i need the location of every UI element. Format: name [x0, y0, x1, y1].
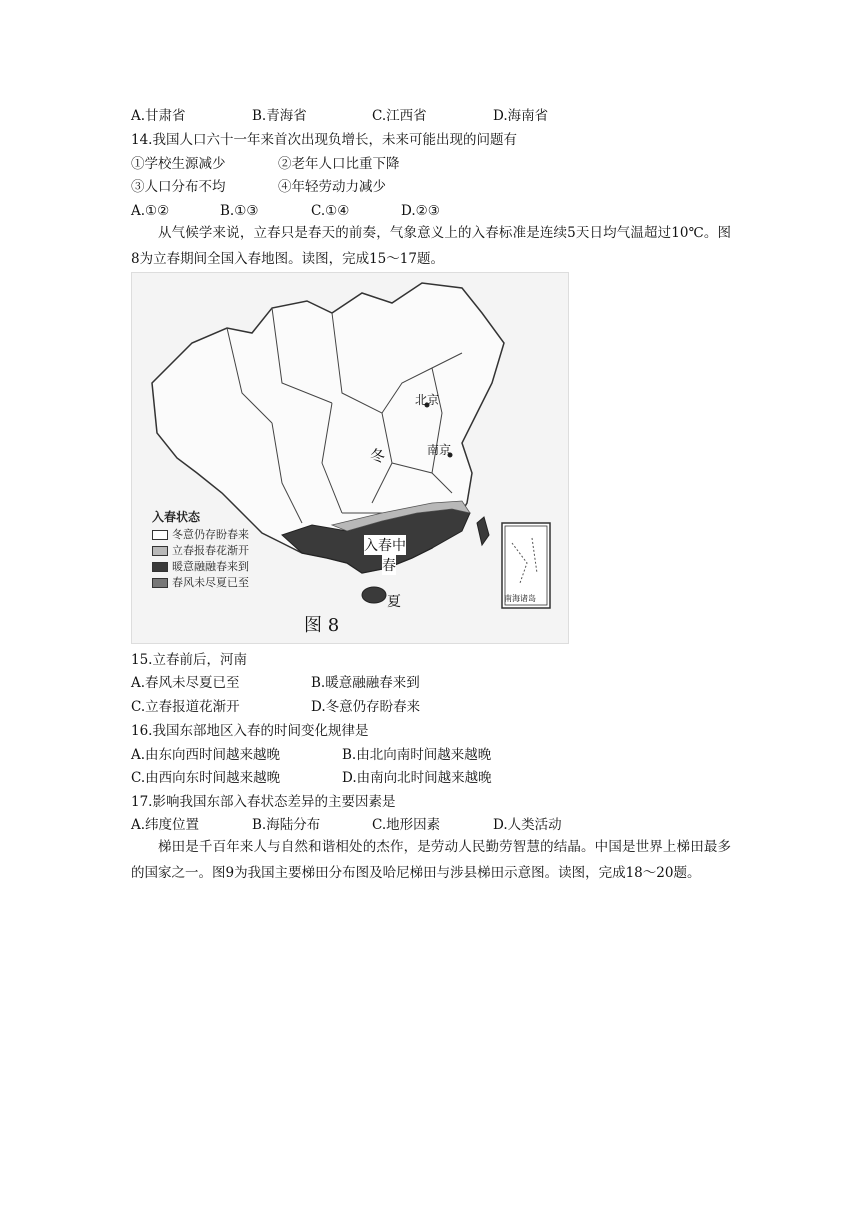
q15-option-c: C.立春报道花渐开: [131, 699, 240, 715]
q13-option-a: A.甘肃省: [131, 108, 186, 124]
q14-option-d: D.②③: [401, 203, 440, 219]
map-legend: [152, 509, 249, 591]
q14-stem: 14.我国人口六十一年来首次出现负增长，未来可能出现的问题有: [131, 132, 517, 148]
q15-option-b: B.暖意融融春来到: [311, 675, 420, 691]
q16-option-b: B.由北向南时间越来越晚: [342, 747, 492, 763]
q17-option-c: C.地形因素: [372, 817, 441, 833]
q15-option-a: A.春风未尽夏已至: [131, 675, 240, 691]
q14-item-3: ③人口分布不均: [131, 179, 226, 195]
q16-option-a: A.由东向西时间越来越晚: [131, 747, 281, 763]
legend-swatch: [152, 530, 168, 540]
q16-option-d: D.由南向北时间越来越晚: [342, 770, 492, 786]
q14-item-4: ④年轻劳动力减少: [278, 179, 386, 195]
q16-stem: 16.我国东部地区入春的时间变化规律是: [131, 723, 369, 739]
q17-stem: 17.影响我国东部入春状态差异的主要因素是: [131, 794, 396, 810]
q14-option-b: B.①③: [220, 203, 259, 219]
legend-swatch: [152, 562, 168, 572]
spring-arrival-map: [131, 272, 569, 644]
q17-option-d: D.人类活动: [493, 817, 562, 833]
label-winter: 冬: [370, 447, 386, 465]
legend-title: 入春状态: [152, 510, 201, 524]
label-beijing: 北京: [415, 393, 440, 407]
q14-option-c: C.①④: [311, 203, 350, 219]
q17-option-b: B.海陆分布: [252, 817, 321, 833]
legend-label: 春风未尽夏已至: [172, 576, 249, 589]
label-spring: 春: [382, 555, 396, 575]
legend-item: [152, 575, 249, 591]
legend-label: 暖意融融春来到: [172, 560, 249, 573]
q14-item-1: ①学校生源减少: [131, 156, 226, 172]
legend-swatch: [152, 546, 168, 556]
q14-option-a: A.①②: [131, 203, 170, 219]
q15-option-d: D.冬意仍存盼春来: [311, 699, 421, 715]
q16-option-c: C.由西向东时间越来越晚: [131, 770, 281, 786]
label-spring-in: 入春中: [364, 535, 406, 555]
legend-label: 冬意仍存盼春来: [172, 528, 249, 541]
q15-stem: 15.立春前后，河南: [131, 652, 247, 668]
q14-item-2: ②老年人口比重下降: [278, 156, 400, 172]
legend-item: [152, 527, 249, 543]
legend-item: [152, 559, 249, 575]
q13-option-b: B.青海省: [252, 108, 307, 124]
label-inset: 南海诸岛: [504, 594, 536, 603]
legend-item: [152, 543, 249, 559]
q13-option-c: C.江西省: [372, 108, 427, 124]
legend-swatch: [152, 578, 168, 588]
q13-option-d: D.海南省: [493, 108, 549, 124]
q17-option-a: A.纬度位置: [131, 817, 200, 833]
label-nanjing: 南京: [427, 443, 452, 457]
label-summer: 夏: [387, 594, 401, 610]
figure-caption: 图 8: [304, 615, 340, 636]
intro-paragraph-1: 从气候学来说，立春只是春天的前奏，气象意义上的入春标准是连续5天日均气温超过10℃。图8为立春期间全国入春地图。读图，完成15～17题。: [131, 225, 731, 267]
legend-label: 立春报春花渐开: [172, 544, 249, 557]
intro-paragraph-2: 梯田是千百年来人与自然和谐相处的杰作，是劳动人民勤劳智慧的结晶。中国是世界上梯田最多的国家之一。图9为我国主要梯田分布图及哈尼梯田与涉县梯田示意图。读图，完成18～20题。: [131, 839, 731, 881]
